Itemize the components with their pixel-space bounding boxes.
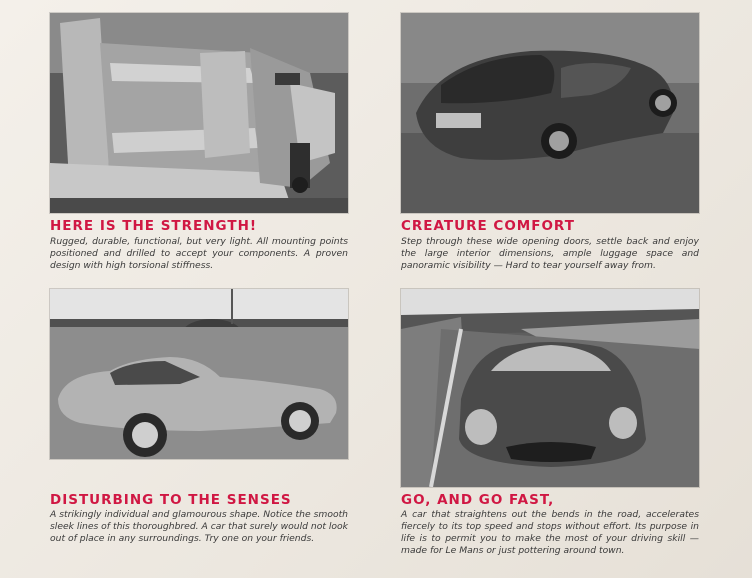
panel-2-heading: CREATURE COMFORT bbox=[401, 218, 575, 234]
panel-3-body: A strikingly individual and glamourous shape. Notice the smooth sleek lines of this thoroughbred. A car that surely would not look out of place in any surroundings. Try one on your friends. bbox=[50, 509, 348, 544]
panel-1-heading: HERE IS THE STRENGTH! bbox=[50, 218, 258, 234]
panel-3-heading: DISTURBING TO THE SENSES bbox=[50, 492, 292, 508]
rear-view-car-photo bbox=[401, 13, 699, 213]
panel-1-body: Rugged, durable, functional, but very light. All mounting points positioned and drilled to accept your components. A proven design with high torsional stiffness. bbox=[50, 236, 348, 271]
chassis-frame-photo bbox=[50, 13, 348, 213]
front-view-car-image bbox=[401, 289, 699, 487]
panel-4-body: A car that straightens out the bends in the road, accelerates fiercely to its top speed and stops without effort. Its purpose in life is to permit you to make the most of your driving skill — made for Le Mans or just pottering around town. bbox=[401, 509, 699, 556]
side-view-car-image bbox=[50, 289, 348, 459]
rear-view-car-image bbox=[401, 13, 699, 213]
side-view-car-photo bbox=[50, 289, 348, 459]
panel-2-body: Step through these wide opening doors, settle back and enjoy the large interior dimensions, ample luggage space and panoramic visibility — Hard to tear yourself away from. bbox=[401, 236, 699, 271]
front-view-car-photo bbox=[401, 289, 699, 487]
panel-4-heading: GO, AND GO FAST, bbox=[401, 492, 555, 508]
chassis-frame-image bbox=[50, 13, 348, 213]
